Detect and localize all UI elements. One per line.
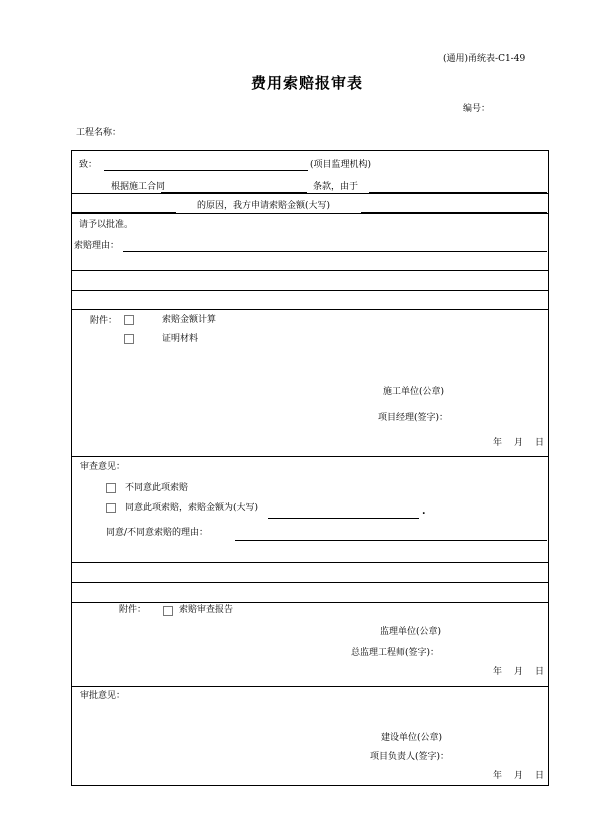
approved-amount-blank[interactable] [268, 518, 419, 519]
option-agree: 同意此项索赔，索赔金额为(大写) [125, 503, 259, 513]
row-divider [72, 213, 548, 214]
supervisor-org-label: (项目监理机构) [310, 160, 372, 170]
project-manager-signature-label: 项目经理(签字)： [378, 413, 449, 423]
attachment-item-claim-amount-calc: 索赔金额计算 [162, 315, 217, 325]
checkbox-claim-amount-calc[interactable] [124, 315, 134, 325]
owner-unit-label: 建设单位(公章) [381, 733, 443, 743]
review-attachment-label: 附件： [119, 605, 147, 615]
checkbox-disagree[interactable] [106, 483, 116, 493]
row-divider [72, 270, 548, 271]
chief-engineer-signature-label: 总监理工程师(签字)： [351, 648, 440, 658]
to-label: 致： [79, 160, 98, 170]
approval-label: 审批意见： [80, 691, 126, 701]
date-month: 月 [514, 667, 524, 677]
section-divider [72, 686, 548, 687]
date-month: 月 [514, 771, 524, 781]
claim-reason-label: 索赔理由： [74, 241, 120, 251]
review-attachment-item: 索赔审查报告 [179, 605, 234, 615]
checkbox-review-report[interactable] [163, 606, 173, 616]
period-mark: . [422, 506, 426, 517]
date-day: 日 [535, 771, 545, 781]
cause-blank[interactable] [369, 192, 547, 193]
checkbox-proof-materials[interactable] [124, 334, 134, 344]
review-reason-label: 同意/不同意索赔的理由： [106, 528, 209, 538]
form-code: (通用)甬统表-C1-49 [443, 54, 526, 64]
row-divider [72, 193, 548, 194]
owner-rep-signature-label: 项目负责人(签字)： [370, 752, 450, 762]
date-year: 年 [493, 771, 503, 781]
date-day: 日 [535, 667, 545, 677]
review-reason-blank[interactable] [235, 540, 547, 541]
date-year: 年 [493, 667, 503, 677]
row-divider [72, 562, 548, 563]
contractor-unit-label: 施工单位(公章) [383, 387, 445, 397]
attachments-label: 附件： [90, 316, 118, 326]
cause-continued-blank[interactable] [72, 212, 176, 213]
supervisor-org-blank[interactable] [104, 170, 308, 171]
contract-clause-blank[interactable] [161, 192, 307, 193]
clause-text: 条款，由于 [313, 182, 359, 192]
checkbox-agree[interactable] [106, 503, 116, 513]
claim-reason-blank[interactable] [123, 251, 547, 252]
row-divider [72, 582, 548, 583]
row-divider [72, 309, 548, 310]
approve-request: 请予以批准。 [79, 220, 134, 230]
supervisor-unit-label: 监理单位(公章) [380, 627, 442, 637]
contract-prefix: 根据施工合同 [111, 182, 166, 192]
reason-text: 的原因，我方申请索赔金额(大写) [197, 201, 331, 211]
option-disagree: 不同意此项索赔 [125, 483, 189, 493]
section-divider [72, 456, 548, 457]
row-divider [72, 290, 548, 291]
review-label: 审查意见： [80, 462, 126, 472]
date-day: 日 [535, 438, 545, 448]
project-name-label: 工程名称： [76, 128, 122, 138]
row-divider [72, 602, 548, 603]
page-title: 费用索赔报审表 [251, 74, 364, 92]
claim-amount-blank[interactable] [361, 212, 547, 213]
number-label: 编号： [463, 104, 491, 114]
claim-form-frame [71, 150, 549, 786]
date-year: 年 [493, 438, 503, 448]
attachment-item-proof-materials: 证明材料 [162, 334, 199, 344]
date-month: 月 [514, 438, 524, 448]
